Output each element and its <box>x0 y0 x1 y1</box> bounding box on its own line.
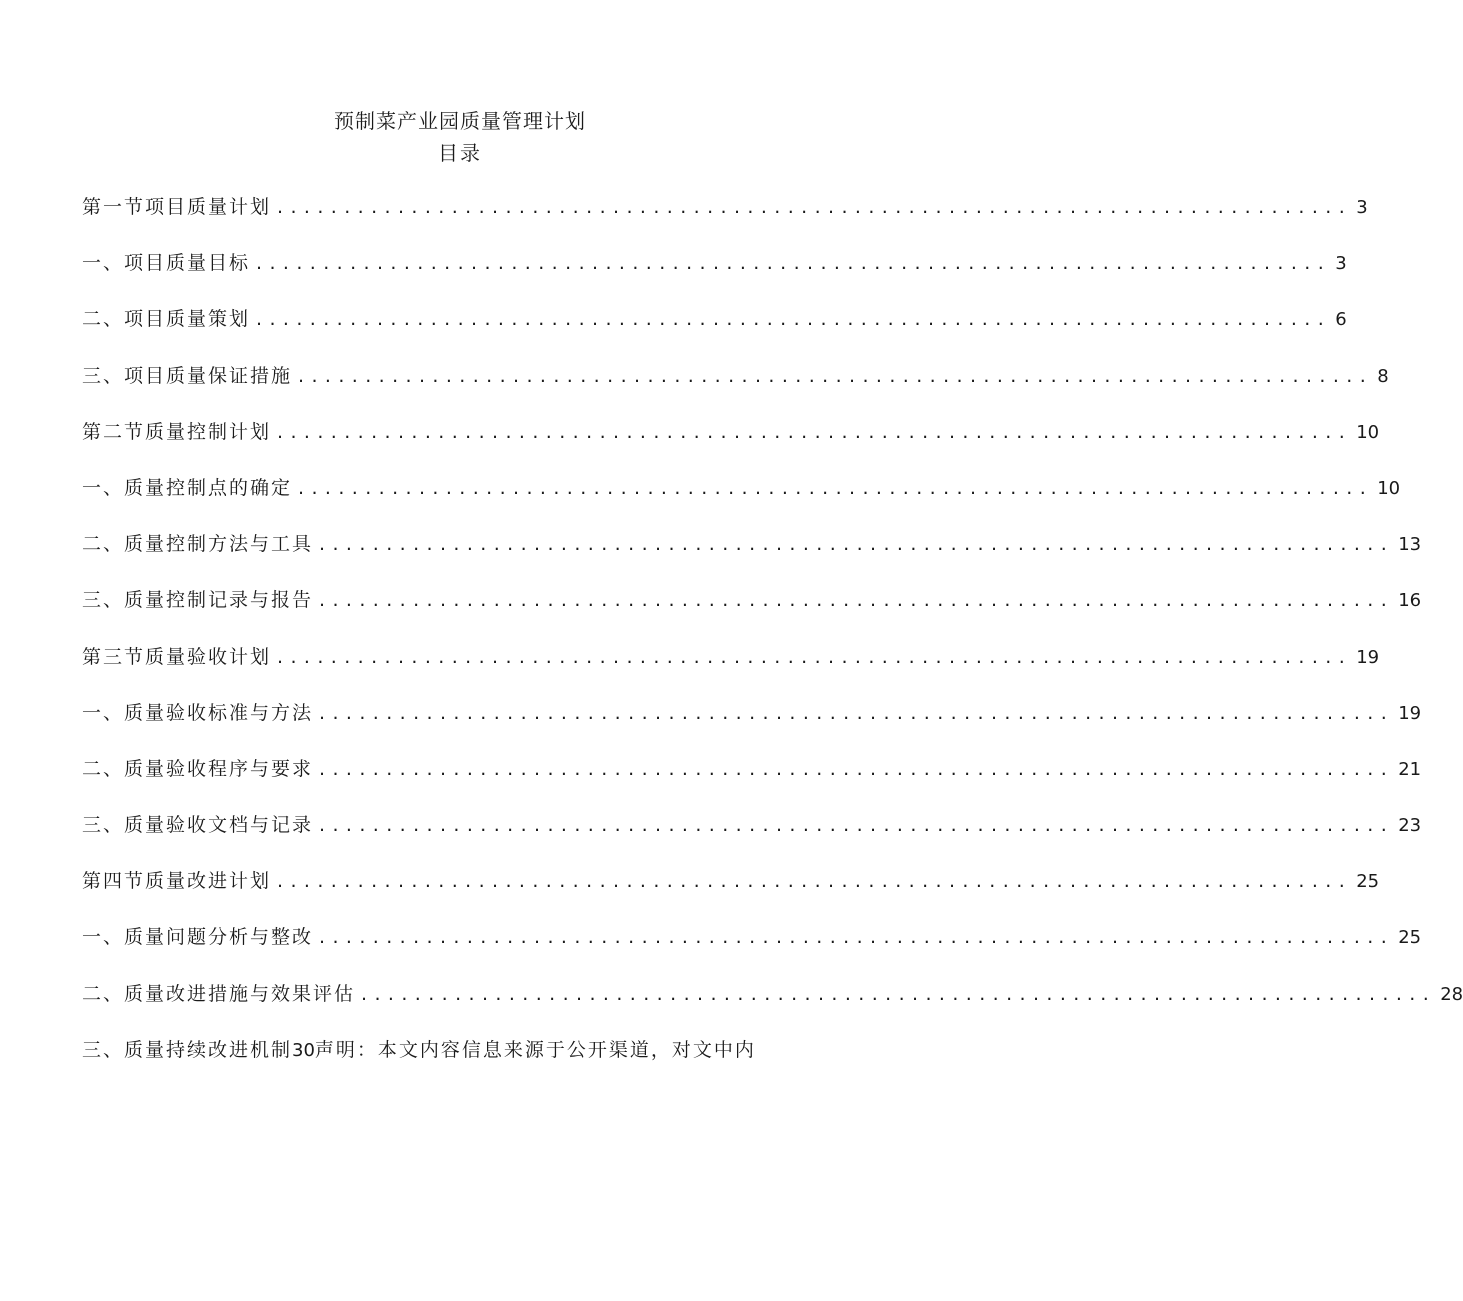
toc-page-number: 28 <box>1440 983 1463 1005</box>
toc-page-number: 8 <box>1377 365 1389 387</box>
table-of-contents <box>82 192 1463 1091</box>
toc-last-line[interactable] <box>82 1035 830 1091</box>
toc-entry[interactable] <box>82 304 1347 360</box>
toc-entry-text: 二、质量改进措施与效果评估 <box>82 982 356 1005</box>
toc-leader-dots: ................................................................................ <box>319 589 1395 612</box>
toc-entry[interactable] <box>82 866 1380 922</box>
document-title: 预制菜产业园质量管理计划 <box>334 109 586 133</box>
toc-entry-text: 三、项目质量保证措施 <box>82 364 293 387</box>
toc-entry[interactable] <box>82 979 1463 1035</box>
toc-heading: 目录 <box>438 141 482 165</box>
toc-leader-dots: ................................................................................ <box>277 420 1353 443</box>
toc-entry[interactable] <box>82 754 1422 810</box>
toc-leader-dots: ................................................................................ <box>256 308 1332 331</box>
toc-page-number: 23 <box>1398 815 1422 837</box>
toc-leader-dots: ................................................................................ <box>256 252 1332 275</box>
toc-leader-dots: ................................................................................ <box>319 757 1395 780</box>
toc-entry[interactable] <box>82 248 1347 304</box>
toc-entry-text: 三、质量验收文档与记录 <box>82 814 314 837</box>
toc-last-page-number: 30 <box>292 1039 315 1061</box>
toc-page-number: 19 <box>1398 702 1422 724</box>
toc-page-number: 10 <box>1356 421 1380 443</box>
toc-page-number: 3 <box>1356 197 1368 218</box>
toc-entry[interactable] <box>82 529 1422 585</box>
toc-entry-text: 第三节质量验收计划 <box>82 645 272 668</box>
toc-page-number: 10 <box>1377 477 1401 499</box>
toc-page-number: 21 <box>1398 758 1422 780</box>
toc-entry-text: 第二节质量控制计划 <box>82 420 272 443</box>
toc-leader-dots: ................................................................................ <box>319 533 1395 556</box>
toc-entry-text: 三、质量控制记录与报告 <box>82 589 314 612</box>
toc-page-number: 13 <box>1398 534 1422 556</box>
toc-entry[interactable] <box>82 192 1368 248</box>
disclaimer-text: 声明：本文内容信息来源于公开渠道，对文中内 <box>314 1038 756 1061</box>
toc-entry[interactable] <box>82 585 1422 641</box>
toc-leader-dots: ................................................................................ <box>319 701 1395 724</box>
toc-entry[interactable] <box>82 417 1380 473</box>
toc-entry-text: 二、项目质量策划 <box>82 308 251 331</box>
toc-leader-dots: ................................................................................ <box>319 814 1395 837</box>
toc-page-number: 19 <box>1356 646 1380 668</box>
toc-entry-text: 二、质量控制方法与工具 <box>82 533 314 556</box>
toc-leader-dots: ................................................................................ <box>277 645 1353 668</box>
toc-page-number: 25 <box>1398 927 1422 949</box>
toc-entry-text: 第四节质量改进计划 <box>82 870 272 893</box>
toc-page-number: 25 <box>1356 871 1380 893</box>
toc-entry-text: 一、质量问题分析与整改 <box>82 926 314 949</box>
toc-entry[interactable] <box>82 810 1422 866</box>
toc-entry-text: 一、项目质量目标 <box>82 252 251 275</box>
toc-leader-dots: ................................................................................ <box>361 982 1437 1005</box>
toc-entry-text: 二、质量验收程序与要求 <box>82 757 314 780</box>
toc-entry[interactable] <box>82 698 1422 754</box>
toc-entry-text: 一、质量控制点的确定 <box>82 476 293 499</box>
toc-entry[interactable] <box>82 922 1422 978</box>
toc-last-entry-text: 三、质量持续改进机制 <box>82 1038 293 1061</box>
toc-entry[interactable] <box>82 642 1380 698</box>
toc-page-number: 3 <box>1335 253 1347 275</box>
toc-page-number: 16 <box>1398 590 1422 612</box>
toc-entry[interactable] <box>82 361 1389 417</box>
toc-leader-dots: ................................................................................ <box>298 364 1374 387</box>
toc-entry-text: 一、质量验收标准与方法 <box>82 701 314 724</box>
toc-page-number: 6 <box>1335 309 1347 331</box>
toc-leader-dots: ................................................................................ <box>319 926 1395 949</box>
toc-leader-dots: ................................................................................ <box>298 476 1374 499</box>
toc-entry[interactable] <box>82 473 1401 529</box>
toc-leader-dots: ................................................................................ <box>277 870 1353 893</box>
toc-leader-dots: ................................................................................ <box>277 196 1353 218</box>
toc-entry-text: 第一节项目质量计划 <box>82 196 272 218</box>
